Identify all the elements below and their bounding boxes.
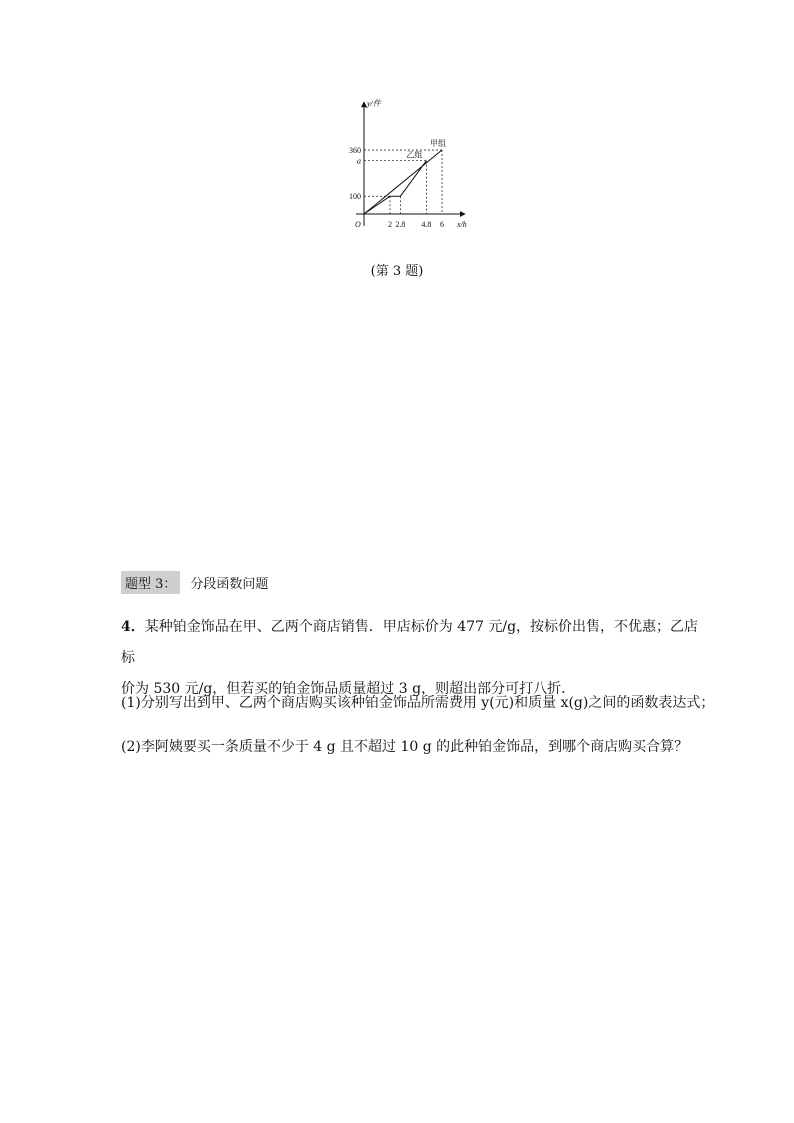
problem-number: 4． [121,619,145,635]
y-tick-label: 360 [349,146,361,155]
x-axis-label: x/h [457,220,467,229]
x-tick-label: 2 [388,220,392,229]
x-tick-label: 6 [440,220,444,229]
x-tick-label: 4.8 [421,220,432,229]
origin-label: O [355,220,361,229]
series-label-yi: 乙组 [406,150,423,160]
labels [349,99,467,229]
y-axis-label: y/件 [367,99,381,108]
series-line-jia [364,150,442,214]
section-tag: 题型 3： [121,571,180,594]
question-1: (1)分别写出到甲、乙两个商店购买该种铂金饰品所需费用 y(元)和质量 x(g)之间的函数表达式； [121,695,715,711]
series-label-jia: 甲组 [430,139,446,148]
problem-line-2: 价为 530 元/g，但若买的铂金饰品质量超过 3 g，则超出部分可打八折． [121,681,576,697]
question-2: (2)李阿姨要买一条质量不少于 4 g 且不超过 10 g 的此种铂金饰品，到哪个商店购买合算？ [121,739,689,755]
x-tick-label: 2.8 [395,220,406,229]
problem-line1-text: 某种铂金饰品在甲、乙两个商店销售．甲店标价为 477 元/g，按标价出售，不优惠；乙店标 [121,619,699,666]
series-lines [364,150,442,214]
y-tick-label: 100 [349,192,361,202]
section-title: 分段函数问题 [190,577,269,592]
y-tick-label: a [357,156,361,166]
problem-line-1 [121,612,701,674]
section-header [121,571,268,594]
line-chart [338,96,478,236]
figure-caption: (第 3 题) [370,264,424,279]
